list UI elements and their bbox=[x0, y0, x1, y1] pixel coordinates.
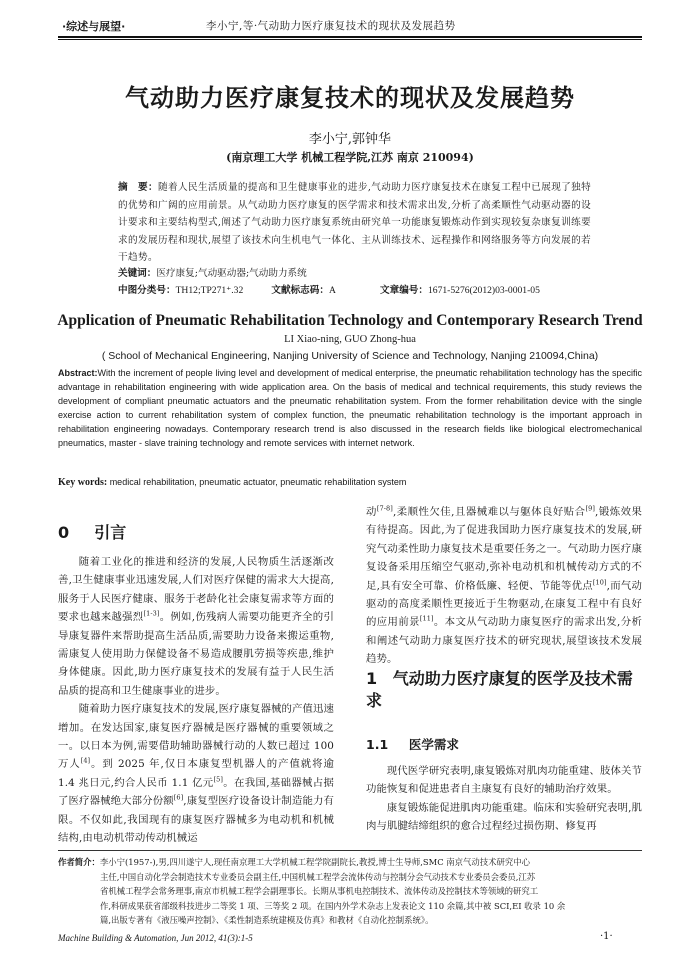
header-rule-thin bbox=[58, 39, 642, 40]
citation: [4] bbox=[80, 757, 91, 765]
article-no-label: 文章编号： bbox=[380, 285, 428, 296]
section-1-heading bbox=[366, 668, 642, 712]
footnote-line: 篇,出版专著有《液压噪声控制》、《柔性制造系统建模及仿真》和教材《自动化控制系统》。 bbox=[100, 915, 434, 925]
page-title: 气动助力医疗康复技术的现状及发展趋势 bbox=[125, 84, 575, 112]
footnote-continuation bbox=[58, 870, 642, 928]
section-1-1-title: 医学需求 bbox=[408, 737, 459, 752]
paragraph: 康复锻炼能促进肌肉功能重建。临床和实验研究表明,肌肉与肌腱结缔组织的愈合过程经过损伤期、修复再 bbox=[366, 801, 642, 833]
keywords-cn bbox=[118, 265, 307, 279]
running-title: 李小宁,等·气动助力医疗康复技术的现状及发展趋势 bbox=[206, 20, 456, 32]
abstract-cn-text: 随着人民生活质量的提高和卫生健康事业的进步,气动助力医疗康复技术在康复工程中已展现了独特的优势和广阔的应用前景。从气动助力医疗康复的医学需求和技术需求出发,分析了高柔顺性气动驱动器的设计要求和主要结构型式,阐述了气动助力医疗康复系统由研究单一功能康复锻炼动作到实现较复杂康复训练要求的发展历程和现状,展望了该技术向生机电气一体化、主从训练技术、远程操作和网络服务等方向发展的若干趋势。 bbox=[118, 182, 592, 263]
text-run: 。在我国,基础器械占据了医疗器械绝大部分份额 bbox=[58, 776, 334, 808]
doc-code-label: 文献标志码： bbox=[271, 285, 329, 296]
clc-label: 中图分类号： bbox=[118, 285, 176, 296]
section-label: ·综述与展望· bbox=[62, 20, 126, 33]
text-run: ,柔顺性欠佳,且器械难以与躯体良好贴合 bbox=[392, 506, 586, 518]
section-1-1-heading bbox=[366, 735, 459, 753]
section-0-number: 0 bbox=[58, 523, 70, 542]
text-run: 。本文从气动助力康复医疗的需求出发,分析和阐述气动助力康复医疗技术的研究现状,展望该技术发展趋势。 bbox=[366, 616, 642, 666]
title-en: Application of Pneumatic Rehabilitation Technology and Contemporary Research Trend bbox=[57, 312, 643, 329]
affiliation-cn: (南京理工大学 机械工程学院,江苏 南京 210094) bbox=[226, 151, 474, 164]
section-0-title: 引言 bbox=[94, 523, 127, 542]
classification-line bbox=[118, 282, 540, 296]
keywords-en bbox=[58, 477, 642, 488]
section-0-heading bbox=[58, 520, 126, 543]
doc-code-value: A bbox=[328, 285, 336, 296]
text-run: 。例如,伤残病人需要功能更齐全的引导康复器件来帮助提高生活品质,需要助力设备来搬运重物,需康复人使用助力保健设备不易造成腰肌劳损等疾患,维护身体健康。因此,助力医疗康复技术的发展有益于人民生活品质的提高和卫生健康事业的进步。 bbox=[58, 611, 334, 697]
section-1-1-number: 1.1 bbox=[366, 737, 389, 752]
keywords-cn-text: 医疗康复;气动驱动器;气动助力系统 bbox=[156, 268, 307, 279]
footnote-rule bbox=[58, 850, 642, 851]
paragraph bbox=[366, 503, 642, 669]
text-run: ,锻炼效果有待提高。因此,为了促进我国助力医疗康复技术的发展,研究气动柔性助力康复技术是重要任务之一。气动助力医疗康复设备采用压缩空气驱动,弥补电动机和机械传动方式的不足,具有安全可靠、价格低廉、轻便、节能等优点 bbox=[366, 506, 642, 592]
abstract-cn-label: 摘 要： bbox=[118, 182, 158, 193]
author-footnote bbox=[58, 855, 642, 928]
text-run: 。到 2025 年,仅日本康复型机器人的产值就将逾 1.4 兆日元,约合人民币 1.1 亿元 bbox=[58, 758, 334, 789]
paragraph bbox=[58, 553, 334, 700]
abstract-cn bbox=[118, 179, 594, 267]
journal-citation: Machine Building & Automation, Jun 2012, 41(3):1-5 bbox=[58, 933, 253, 943]
footnote-line: 作,科研成果获省部级科技进步二等奖 1 项、三等奖 2 项。在国内外学术杂志上发表论文 110 余篇,其中被 SCI,EI 收录 10 余 bbox=[100, 900, 566, 911]
citation: [5] bbox=[213, 775, 224, 784]
citation: [10] bbox=[592, 578, 607, 587]
authors-en: LI Xiao-ning, GUO Zhong-hua bbox=[284, 334, 416, 345]
text-run: 李小宁(1957-),男,四川遂宁人,现任南京理工大学机械工程学院副院长,教授,博士生导师,SMC 南京气动技术研究中心 bbox=[99, 857, 531, 867]
citation: [6] bbox=[173, 793, 184, 802]
article-no-value: 1671-5276(2012)03-0001-05 bbox=[427, 285, 540, 296]
footnote-line bbox=[58, 855, 642, 870]
paragraph bbox=[58, 700, 334, 847]
text-run: ,而气动驱动的高度柔顺性更接近于生物驱动,在康复工程中有良好的应用前景 bbox=[366, 579, 642, 629]
authors-cn: 李小宁,郭钟华 bbox=[308, 132, 392, 147]
keywords-en-text: medical rehabilitation, pneumatic actuator, pneumatic rehabilitation system bbox=[109, 477, 407, 487]
text-run: 随着工业化的推进和经济的发展,人民物质生活逐渐改善,卫生健康事业迅速发展,人们对医疗保健的需求大大提高,服务于人民医疗健康、服务于老龄化社会康复需求等方面的要求也越来越强烈 bbox=[58, 556, 334, 624]
text-run: 随着助力医疗康复技术的发展,医疗康复器械的产值迅速增加。在发达国家,康复医疗器械是医疗器械的重要领域之一。以日本为例,需要借助辅助器械行动的人数已超过 100 万人 bbox=[58, 703, 334, 771]
affiliation-en: ( School of Mechanical Engineering, Nanjing University of Science and Technology, Nanjing 210094,China) bbox=[101, 350, 599, 362]
citation: [9] bbox=[585, 504, 596, 513]
citation: [11] bbox=[419, 614, 434, 623]
clc-value: TH12;TP271⁺.32 bbox=[175, 285, 244, 296]
footnote-label: 作者简介： bbox=[58, 857, 100, 867]
citation: [1-3] bbox=[143, 609, 160, 618]
header-rule bbox=[58, 36, 642, 38]
paragraph: 现代医学研究表明,康复锻炼对肌肉功能重建、肢体关节功能恢复和促进患者自主康复有良好的辅助治疗效果。 bbox=[366, 765, 642, 796]
citation: [7-8] bbox=[376, 504, 393, 513]
footnote-line: 省机械工程学会常务理事,南京市机械工程学会副理事长。长期从事机电控制技术、流体传动及控制技术等领域的研究工 bbox=[100, 886, 539, 896]
keywords-cn-label: 关键词： bbox=[118, 268, 157, 279]
page-number: ·1· bbox=[600, 931, 613, 942]
left-column-body bbox=[58, 553, 334, 848]
abstract-en bbox=[58, 366, 642, 450]
footnote-line: 主任,中国自动化学会制造技术专业委员会副主任,中国机械工程学会流体传动与控制分会气动技术专业委员会委员,江苏 bbox=[100, 871, 536, 882]
right-column-body-top bbox=[366, 503, 642, 669]
section-1-number: 1 bbox=[366, 669, 378, 688]
abstract-en-text: With the increment of people living level and development of medical enterprise, the pneumatic rehabilitation technology has the specific advantage in rehabilitation engineering with wide application area. On the basis of medical and technical requirements, this study reviews the development of compliant pneumatic actuators and the pneumatic rehabilitation system. From the former rehabilitation device with the single exercise action to current rehabilitation system of complex function, the pneumatic rehabilitation technology is the important approach in rehabilitation engineering nowadays. Contemporary research trend is also discussed in the research fields like biological electromechanical pneumatics, master - slave training technology and remote services with internet network. bbox=[58, 368, 642, 448]
section-1-title: 气动助力医疗康复的医学及技术需求 bbox=[366, 669, 633, 710]
abstract-en-label: Abstract: bbox=[58, 368, 98, 378]
text-run: 动 bbox=[366, 506, 377, 518]
right-column-body-bottom bbox=[366, 762, 642, 836]
keywords-en-label: Key words: bbox=[58, 477, 108, 488]
text-run: ,康复型医疗设备设计制造能力有限。不仅如此,我国现有的康复医疗器械多为电动机和机械结构,由电动机带动传动机械运 bbox=[58, 795, 334, 845]
